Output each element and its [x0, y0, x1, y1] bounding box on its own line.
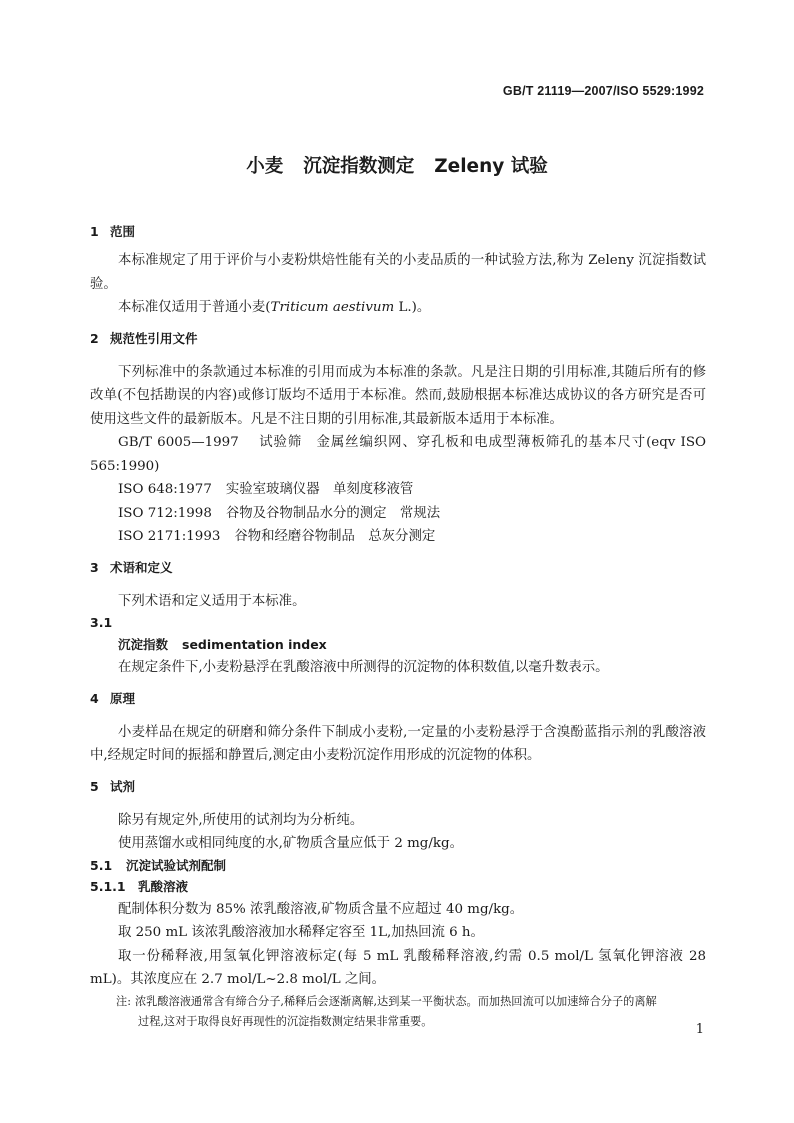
- document-title: [0, 152, 794, 178]
- reference-item: ISO 648:1977 实验室玻璃仪器 单刻度移液管: [118, 482, 414, 497]
- section-5-paragraph-2: 使用蒸馏水或相同纯度的水,矿物质含量应低于 2 mg/kg。: [118, 836, 463, 851]
- section-1-paragraph-1: 本标准规定了用于评价与小麦粉烘焙性能有关的小麦品质的一种试验方法,称为 Zeleny 沉淀指数试验。: [90, 253, 706, 292]
- reference-item: ISO 712:1998 谷物及谷物制品水分的测定 常规法: [118, 505, 441, 521]
- subsection-3-1-number: 3.1: [90, 615, 113, 630]
- note: 注: 浓乳酸溶液通常含有缔合分子,稀释后会逐渐离解,达到某一平衡状态。而加热回流可以加速缔合分子的离解: [116, 994, 657, 1008]
- reference-item: ISO 2171:1993 谷物和经磨谷物制品 总灰分测定: [118, 529, 436, 544]
- reference-item: GB/T 6005—1997 试验筛 金属丝编织网、穿孔板和电成型薄板筛孔的基本尺寸(eqv ISO 565:1990): [90, 435, 706, 474]
- standard-code: GB/T 21119—2007/ISO 5529:1992: [502, 84, 704, 98]
- note-label: 注:: [116, 994, 131, 1008]
- section-1-paragraph-2: 本标准仅适用于普通小麦(Triticum aestivum L.)。: [118, 300, 431, 315]
- subsection-5-1-1-paragraph-3: 取一份稀释液,用氢氧化钾溶液标定(每 5 mL 乳酸稀释溶液,约需 0.5 mol/L 氢氧化钾溶液 28 mL)。其浓度应在 2.7 mol/L~2.8 mol/L 之间。: [90, 948, 706, 987]
- section-1-heading: 1 范围: [90, 224, 136, 239]
- title-part-3: Zeleny 试验: [434, 156, 548, 177]
- section-4-heading: 4 原理: [90, 690, 136, 706]
- reference-list: [90, 431, 706, 549]
- subsection-5-1-1-paragraph-2: 取 250 mL 该浓乳酸溶液加水稀释定容至 1L,加热回流 6 h。: [118, 925, 484, 940]
- page-number: 1: [695, 1022, 704, 1037]
- section-3-heading: 3 术语和定义: [90, 559, 173, 575]
- section-3-paragraph-1: 下列术语和定义适用于本标准。: [118, 593, 306, 609]
- note-continuation: 过程,这对于取得良好再现性的沉淀指数测定结果非常重要。: [138, 1014, 433, 1028]
- subsection-5-1-heading: 5.1 沉淀试验试剂配制: [90, 857, 227, 873]
- term-definition: 在规定条件下,小麦粉悬浮在乳酸溶液中所测得的沉淀物的体积数值,以毫升数表示。: [118, 660, 609, 675]
- subsection-5-1-1-paragraph-1: 配制体积分数为 85% 浓乳酸溶液,矿物质含量不应超过 40 mg/kg。: [118, 901, 524, 917]
- title-part-1: 小麦: [246, 156, 284, 177]
- section-4-paragraph-1: 小麦样品在规定的研磨和筛分条件下制成小麦粉,一定量的小麦粉悬浮于含溴酚蓝指示剂的乳酸溶液中,经规定时间的振摇和静置后,测定由小麦粉沉淀作用形成的沉淀物的体积。: [90, 724, 706, 763]
- title-part-2: 沉淀指数测定: [303, 156, 415, 177]
- section-2-heading: 2 规范性引用文件: [90, 330, 198, 346]
- subsection-5-1-1-heading: 5.1.1 乳酸溶液: [90, 878, 189, 894]
- section-2-paragraph-1: 下列标准中的条款通过本标准的引用而成为本标准的条款。凡是注日期的引用标准,其随后所有的修改单(不包括勘误的内容)或修订版均不适用于本标准。然而,鼓励根据本标准达成协议的各方研究是否可使用这些文件的最新版本。凡是不注日期的引用标准,其最新版本适用于本标准。: [90, 364, 706, 427]
- section-5-paragraph-1: 除另有规定外,所使用的试剂均为分析纯。: [118, 812, 364, 828]
- section-5-heading: 5 试剂: [90, 778, 136, 794]
- term-entry: 沉淀指数 sedimentation index: [118, 637, 327, 652]
- document-body: [90, 222, 706, 1032]
